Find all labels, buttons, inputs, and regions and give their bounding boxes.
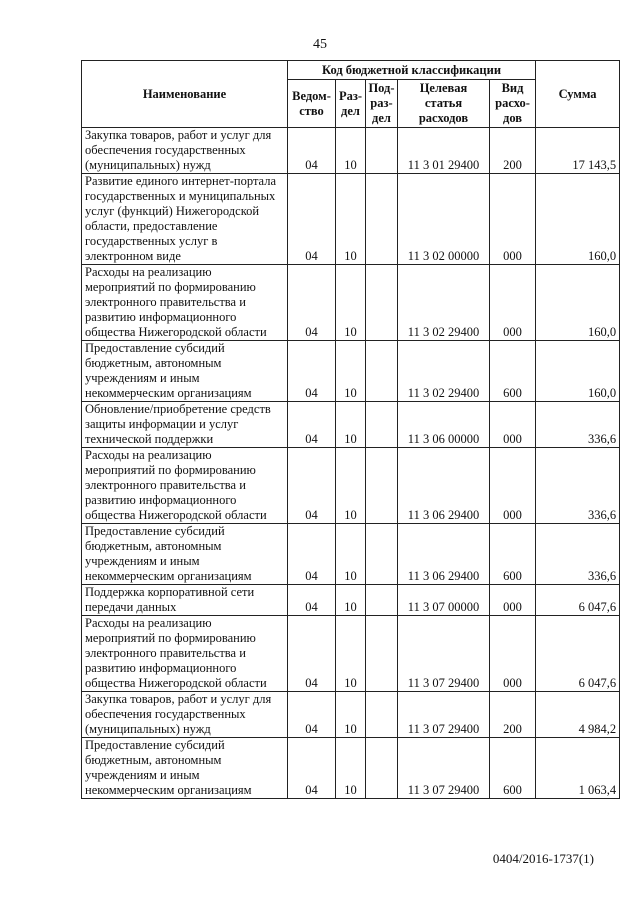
row-vedomstvo-cell: 04 <box>288 448 336 524</box>
row-razdel-cell: 10 <box>336 402 366 448</box>
row-sum-cell: 336,6 <box>536 402 620 448</box>
table-row <box>82 524 620 585</box>
row-target-article-cell: 11 3 07 29400 <box>398 738 490 799</box>
row-razdel-cell: 10 <box>336 585 366 616</box>
row-expense-type-cell: 600 <box>490 738 536 799</box>
row-vedomstvo-cell: 04 <box>288 524 336 585</box>
table-header <box>82 61 620 128</box>
table-row <box>82 265 620 341</box>
page-number: 45 <box>313 37 327 52</box>
row-target-article-cell: 11 3 02 00000 <box>398 174 490 265</box>
header-target-article: Целевая статья расходов <box>398 80 490 128</box>
row-expense-type-cell: 000 <box>490 448 536 524</box>
row-target-article-cell: 11 3 06 00000 <box>398 402 490 448</box>
row-vedomstvo-cell: 04 <box>288 341 336 402</box>
row-sum-cell: 336,6 <box>536 524 620 585</box>
row-vedomstvo-cell: 04 <box>288 128 336 174</box>
table-row <box>82 616 620 692</box>
row-name-cell: Расходы на реализацию мероприятий по формированию электронного правительства и развитию информационного общества Нижегородской области <box>82 448 288 524</box>
row-razdel-cell: 10 <box>336 341 366 402</box>
header-expense-type: Вид расхо-дов <box>490 80 536 128</box>
row-target-article-cell: 11 3 02 29400 <box>398 265 490 341</box>
row-sum-cell: 17 143,5 <box>536 128 620 174</box>
row-podrazdel-cell <box>366 692 398 738</box>
row-target-article-cell: 11 3 07 29400 <box>398 692 490 738</box>
row-name-cell: Предоставление субсидий бюджетным, автономным учреждениям и иным некоммерческим организациям <box>82 341 288 402</box>
table-row <box>82 174 620 265</box>
row-name-cell: Поддержка корпоративной сети передачи данных <box>82 585 288 616</box>
row-target-article-cell: 11 3 06 29400 <box>398 524 490 585</box>
row-expense-type-cell: 600 <box>490 524 536 585</box>
row-sum-cell: 160,0 <box>536 265 620 341</box>
row-vedomstvo-cell: 04 <box>288 402 336 448</box>
header-sum: Сумма <box>536 61 620 128</box>
row-name-cell: Предоставление субсидий бюджетным, автономным учреждениям и иным некоммерческим организациям <box>82 738 288 799</box>
row-expense-type-cell: 200 <box>490 692 536 738</box>
row-sum-cell: 1 063,4 <box>536 738 620 799</box>
row-expense-type-cell: 000 <box>490 402 536 448</box>
header-classification-code: Код бюджетной классификации <box>288 61 536 80</box>
row-sum-cell: 6 047,6 <box>536 616 620 692</box>
row-name-cell: Расходы на реализацию мероприятий по формированию электронного правительства и развитию информационного общества Нижегородской области <box>82 616 288 692</box>
document-code: 0404/2016-1737(1) <box>492 851 594 866</box>
row-sum-cell: 336,6 <box>536 448 620 524</box>
row-name-cell: Предоставление субсидий бюджетным, автономным учреждениям и иным некоммерческим организациям <box>82 524 288 585</box>
row-name-cell: Расходы на реализацию мероприятий по формированию электронного правительства и развитию информационного общества Нижегородской области <box>82 265 288 341</box>
row-razdel-cell: 10 <box>336 524 366 585</box>
row-target-article-cell: 11 3 06 29400 <box>398 448 490 524</box>
row-razdel-cell: 10 <box>336 128 366 174</box>
row-razdel-cell: 10 <box>336 448 366 524</box>
row-expense-type-cell: 000 <box>490 174 536 265</box>
table-row <box>82 692 620 738</box>
row-name-cell: Развитие единого интернет-портала государственных и муниципальных услуг (функций) Нижегородской области, предоставление государственных услуг в электронном виде <box>82 174 288 265</box>
row-target-article-cell: 11 3 07 00000 <box>398 585 490 616</box>
row-vedomstvo-cell: 04 <box>288 616 336 692</box>
row-vedomstvo-cell: 04 <box>288 738 336 799</box>
row-expense-type-cell: 600 <box>490 341 536 402</box>
row-vedomstvo-cell: 04 <box>288 174 336 265</box>
table-row <box>82 585 620 616</box>
row-sum-cell: 6 047,6 <box>536 585 620 616</box>
table-row <box>82 738 620 799</box>
row-razdel-cell: 10 <box>336 692 366 738</box>
row-razdel-cell: 10 <box>336 265 366 341</box>
table-row <box>82 402 620 448</box>
row-razdel-cell: 10 <box>336 174 366 265</box>
row-razdel-cell: 10 <box>336 616 366 692</box>
header-podrazdel: Под-раз-дел <box>366 80 398 128</box>
row-podrazdel-cell <box>366 402 398 448</box>
row-podrazdel-cell <box>366 448 398 524</box>
row-target-article-cell: 11 3 02 29400 <box>398 341 490 402</box>
row-podrazdel-cell <box>366 585 398 616</box>
row-podrazdel-cell <box>366 738 398 799</box>
row-sum-cell: 4 984,2 <box>536 692 620 738</box>
header-razdel: Раз-дел <box>336 80 366 128</box>
row-target-article-cell: 11 3 07 29400 <box>398 616 490 692</box>
row-podrazdel-cell <box>366 341 398 402</box>
row-name-cell: Обновление/приобретение средств защиты информации и услуг технической поддержки <box>82 402 288 448</box>
row-podrazdel-cell <box>366 616 398 692</box>
header-name: Наименование <box>82 61 288 128</box>
row-vedomstvo-cell: 04 <box>288 692 336 738</box>
row-podrazdel-cell <box>366 128 398 174</box>
row-razdel-cell: 10 <box>336 738 366 799</box>
table-row <box>82 448 620 524</box>
row-expense-type-cell: 000 <box>490 585 536 616</box>
row-expense-type-cell: 000 <box>490 616 536 692</box>
row-sum-cell: 160,0 <box>536 174 620 265</box>
row-podrazdel-cell <box>366 524 398 585</box>
row-expense-type-cell: 000 <box>490 265 536 341</box>
table-row <box>82 341 620 402</box>
table-body <box>82 128 620 799</box>
row-expense-type-cell: 200 <box>490 128 536 174</box>
row-podrazdel-cell <box>366 265 398 341</box>
table-row <box>82 128 620 174</box>
row-vedomstvo-cell: 04 <box>288 265 336 341</box>
header-vedomstvo: Ведом-ство <box>288 80 336 128</box>
row-name-cell: Закупка товаров, работ и услуг для обеспечения государственных (муниципальных) нужд <box>82 692 288 738</box>
row-target-article-cell: 11 3 01 29400 <box>398 128 490 174</box>
row-vedomstvo-cell: 04 <box>288 585 336 616</box>
row-name-cell: Закупка товаров, работ и услуг для обеспечения государственных (муниципальных) нужд <box>82 128 288 174</box>
row-podrazdel-cell <box>366 174 398 265</box>
budget-table <box>81 60 620 799</box>
row-sum-cell: 160,0 <box>536 341 620 402</box>
